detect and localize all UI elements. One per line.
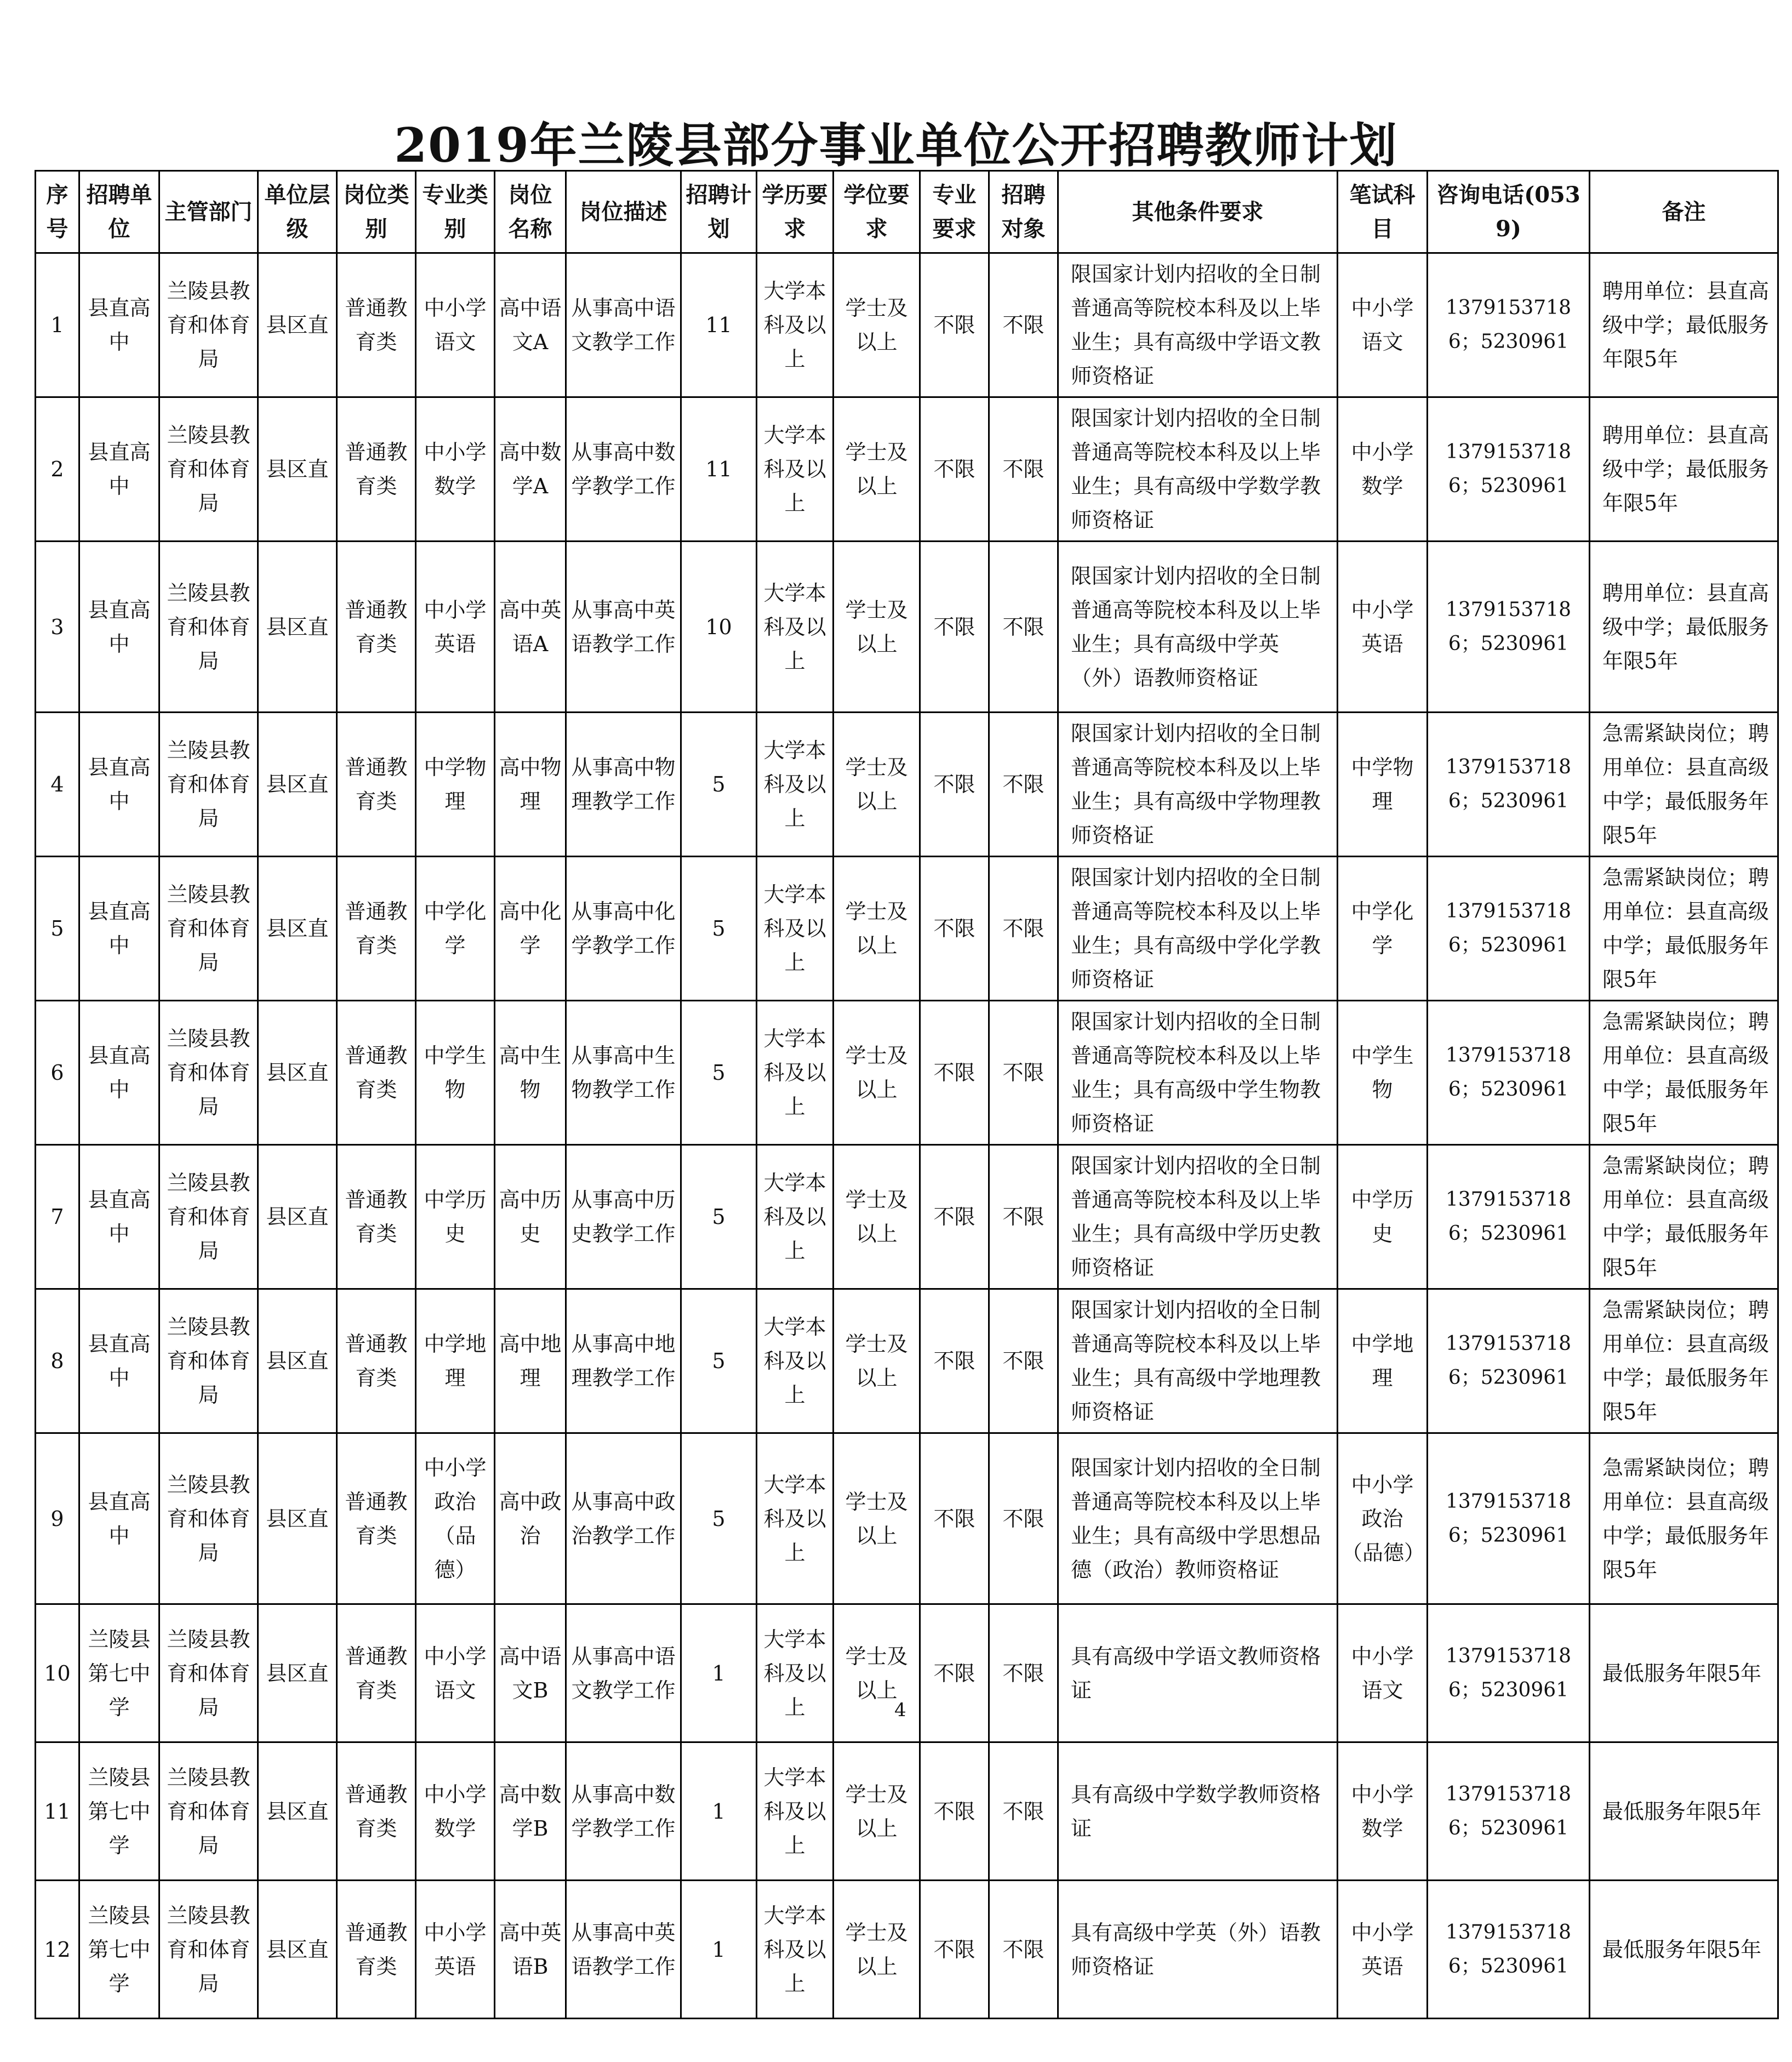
hiring-unit-cell: 县直高中 bbox=[79, 713, 159, 857]
table-row bbox=[36, 1289, 1778, 1433]
department-cell: 兰陵县教育和体育局 bbox=[159, 1145, 258, 1289]
remarks-cell: 急需紧缺岗位；聘用单位：县直高级中学；最低服务年限5年 bbox=[1590, 1433, 1778, 1604]
department-cell: 兰陵县教育和体育局 bbox=[159, 1881, 258, 2019]
post-category-cell: 普通教育类 bbox=[337, 1604, 416, 1742]
table-body bbox=[36, 253, 1778, 2019]
degree-requirement-cell: 学士及以上 bbox=[834, 1289, 920, 1433]
target-applicants-cell: 不限 bbox=[989, 1001, 1058, 1145]
remarks-cell: 聘用单位：县直高级中学；最低服务年限5年 bbox=[1590, 542, 1778, 713]
exam-subject-cell: 中学化学 bbox=[1338, 857, 1428, 1001]
post-name-cell: 高中数学B bbox=[495, 1742, 566, 1881]
remarks-cell: 最低服务年限5年 bbox=[1590, 1604, 1778, 1742]
hiring-unit-cell: 县直高中 bbox=[79, 857, 159, 1001]
department-cell: 兰陵县教育和体育局 bbox=[159, 253, 258, 397]
post-name-cell: 高中语文A bbox=[495, 253, 566, 397]
unit-level-cell: 县区直 bbox=[258, 1001, 337, 1145]
major-category-cell: 中小学政治（品德） bbox=[416, 1433, 495, 1604]
table-row bbox=[36, 1604, 1778, 1742]
exam-subject-cell: 中小学数学 bbox=[1338, 1742, 1428, 1881]
row-number-cell: 4 bbox=[36, 713, 79, 857]
unit-level-cell: 县区直 bbox=[258, 253, 337, 397]
hiring-unit-cell: 兰陵县第七中学 bbox=[79, 1604, 159, 1742]
post-category-cell: 普通教育类 bbox=[337, 713, 416, 857]
hiring-unit-cell: 县直高中 bbox=[79, 1433, 159, 1604]
major-requirement-cell: 不限 bbox=[920, 857, 989, 1001]
department-cell: 兰陵县教育和体育局 bbox=[159, 713, 258, 857]
contact-phone-cell: 13791537186；5230961 bbox=[1428, 1433, 1590, 1604]
other-requirements-cell: 限国家计划内招收的全日制普通高等院校本科及以上毕业生；具有高级中学思想品德（政治）教师资格证 bbox=[1058, 1433, 1338, 1604]
degree-requirement-cell: 学士及以上 bbox=[834, 713, 920, 857]
department-cell: 兰陵县教育和体育局 bbox=[159, 1001, 258, 1145]
major-requirement-cell: 不限 bbox=[920, 1001, 989, 1145]
table-row bbox=[36, 1433, 1778, 1604]
post-name-cell: 高中历史 bbox=[495, 1145, 566, 1289]
other-requirements-cell: 限国家计划内招收的全日制普通高等院校本科及以上毕业生；具有高级中学数学教师资格证 bbox=[1058, 397, 1338, 542]
table-row bbox=[36, 1001, 1778, 1145]
row-number-cell: 12 bbox=[36, 1881, 79, 2019]
post-description-cell: 从事高中物理教学工作 bbox=[566, 713, 681, 857]
hiring-unit-cell: 县直高中 bbox=[79, 1289, 159, 1433]
post-category-cell: 普通教育类 bbox=[337, 1145, 416, 1289]
post-description-cell: 从事高中英语教学工作 bbox=[566, 1881, 681, 2019]
target-applicants-cell: 不限 bbox=[989, 253, 1058, 397]
education-requirement-cell: 大学本科及以上 bbox=[757, 397, 834, 542]
recruitment-table bbox=[35, 170, 1779, 2019]
education-requirement-cell: 大学本科及以上 bbox=[757, 542, 834, 713]
column-header: 单位层级 bbox=[258, 171, 337, 253]
education-requirement-cell: 大学本科及以上 bbox=[757, 1433, 834, 1604]
post-description-cell: 从事高中历史教学工作 bbox=[566, 1145, 681, 1289]
other-requirements-cell: 具有高级中学英（外）语教师资格证 bbox=[1058, 1881, 1338, 2019]
major-requirement-cell: 不限 bbox=[920, 1881, 989, 2019]
hiring-quota-cell: 1 bbox=[681, 1604, 757, 1742]
row-number-cell: 5 bbox=[36, 857, 79, 1001]
contact-phone-cell: 13791537186；5230961 bbox=[1428, 1289, 1590, 1433]
exam-subject-cell: 中小学数学 bbox=[1338, 397, 1428, 542]
major-category-cell: 中学生物 bbox=[416, 1001, 495, 1145]
post-name-cell: 高中生物 bbox=[495, 1001, 566, 1145]
page-title: 2019年兰陵县部分事业单位公开招聘教师计划 bbox=[394, 118, 1398, 173]
other-requirements-cell: 限国家计划内招收的全日制普通高等院校本科及以上毕业生；具有高级中学英（外）语教师资格证 bbox=[1058, 542, 1338, 713]
hiring-quota-cell: 11 bbox=[681, 253, 757, 397]
hiring-unit-cell: 县直高中 bbox=[79, 397, 159, 542]
target-applicants-cell: 不限 bbox=[989, 1145, 1058, 1289]
post-description-cell: 从事高中生物教学工作 bbox=[566, 1001, 681, 1145]
post-description-cell: 从事高中语文教学工作 bbox=[566, 253, 681, 397]
unit-level-cell: 县区直 bbox=[258, 1604, 337, 1742]
column-header: 笔试科目 bbox=[1338, 171, 1428, 253]
hiring-quota-cell: 5 bbox=[681, 1433, 757, 1604]
contact-phone-cell: 13791537186；5230961 bbox=[1428, 1001, 1590, 1145]
post-category-cell: 普通教育类 bbox=[337, 1289, 416, 1433]
post-category-cell: 普通教育类 bbox=[337, 1433, 416, 1604]
row-number-cell: 3 bbox=[36, 542, 79, 713]
unit-level-cell: 县区直 bbox=[258, 397, 337, 542]
contact-phone-cell: 13791537186；5230961 bbox=[1428, 397, 1590, 542]
column-header: 其他条件要求 bbox=[1058, 171, 1338, 253]
contact-phone-cell: 13791537186；5230961 bbox=[1428, 542, 1590, 713]
column-header: 备注 bbox=[1590, 171, 1778, 253]
column-header: 咨询电话(0539) bbox=[1428, 171, 1590, 253]
post-category-cell: 普通教育类 bbox=[337, 397, 416, 542]
degree-requirement-cell: 学士及以上 bbox=[834, 542, 920, 713]
other-requirements-cell: 限国家计划内招收的全日制普通高等院校本科及以上毕业生；具有高级中学化学教师资格证 bbox=[1058, 857, 1338, 1001]
education-requirement-cell: 大学本科及以上 bbox=[757, 1604, 834, 1742]
row-number-cell: 2 bbox=[36, 397, 79, 542]
remarks-cell: 急需紧缺岗位；聘用单位：县直高级中学；最低服务年限5年 bbox=[1590, 1289, 1778, 1433]
hiring-quota-cell: 5 bbox=[681, 713, 757, 857]
table-row bbox=[36, 713, 1778, 857]
post-description-cell: 从事高中语文教学工作 bbox=[566, 1604, 681, 1742]
exam-subject-cell: 中学物理 bbox=[1338, 713, 1428, 857]
remarks-cell: 急需紧缺岗位；聘用单位：县直高级中学；最低服务年限5年 bbox=[1590, 1001, 1778, 1145]
post-category-cell: 普通教育类 bbox=[337, 1742, 416, 1881]
table-row bbox=[36, 542, 1778, 713]
target-applicants-cell: 不限 bbox=[989, 1289, 1058, 1433]
department-cell: 兰陵县教育和体育局 bbox=[159, 1604, 258, 1742]
unit-level-cell: 县区直 bbox=[258, 1145, 337, 1289]
exam-subject-cell: 中小学英语 bbox=[1338, 542, 1428, 713]
hiring-quota-cell: 1 bbox=[681, 1742, 757, 1881]
remarks-cell: 最低服务年限5年 bbox=[1590, 1742, 1778, 1881]
major-category-cell: 中学地理 bbox=[416, 1289, 495, 1433]
degree-requirement-cell: 学士及以上 bbox=[834, 1742, 920, 1881]
major-requirement-cell: 不限 bbox=[920, 1289, 989, 1433]
column-header: 主管部门 bbox=[159, 171, 258, 253]
post-category-cell: 普通教育类 bbox=[337, 542, 416, 713]
major-category-cell: 中小学英语 bbox=[416, 1881, 495, 2019]
row-number-cell: 6 bbox=[36, 1001, 79, 1145]
column-header: 招聘单位 bbox=[79, 171, 159, 253]
target-applicants-cell: 不限 bbox=[989, 1881, 1058, 2019]
column-header: 岗位描述 bbox=[566, 171, 681, 253]
contact-phone-cell: 13791537186；5230961 bbox=[1428, 253, 1590, 397]
department-cell: 兰陵县教育和体育局 bbox=[159, 397, 258, 542]
post-description-cell: 从事高中政治教学工作 bbox=[566, 1433, 681, 1604]
other-requirements-cell: 限国家计划内招收的全日制普通高等院校本科及以上毕业生；具有高级中学生物教师资格证 bbox=[1058, 1001, 1338, 1145]
degree-requirement-cell: 学士及以上 bbox=[834, 1604, 920, 1742]
remarks-cell: 急需紧缺岗位；聘用单位：县直高级中学；最低服务年限5年 bbox=[1590, 857, 1778, 1001]
hiring-quota-cell: 5 bbox=[681, 857, 757, 1001]
post-name-cell: 高中语文B bbox=[495, 1604, 566, 1742]
row-number-cell: 1 bbox=[36, 253, 79, 397]
major-category-cell: 中小学语文 bbox=[416, 1604, 495, 1742]
row-number-cell: 11 bbox=[36, 1742, 79, 1881]
education-requirement-cell: 大学本科及以上 bbox=[757, 1289, 834, 1433]
unit-level-cell: 县区直 bbox=[258, 1881, 337, 2019]
column-header: 学位要求 bbox=[834, 171, 920, 253]
major-category-cell: 中小学数学 bbox=[416, 397, 495, 542]
post-description-cell: 从事高中数学教学工作 bbox=[566, 1742, 681, 1881]
other-requirements-cell: 限国家计划内招收的全日制普通高等院校本科及以上毕业生；具有高级中学历史教师资格证 bbox=[1058, 1145, 1338, 1289]
column-header: 招聘计划 bbox=[681, 171, 757, 253]
hiring-quota-cell: 5 bbox=[681, 1289, 757, 1433]
post-category-cell: 普通教育类 bbox=[337, 253, 416, 397]
remarks-cell: 聘用单位：县直高级中学；最低服务年限5年 bbox=[1590, 397, 1778, 542]
post-category-cell: 普通教育类 bbox=[337, 1881, 416, 2019]
education-requirement-cell: 大学本科及以上 bbox=[757, 713, 834, 857]
hiring-unit-cell: 兰陵县第七中学 bbox=[79, 1742, 159, 1881]
hiring-unit-cell: 县直高中 bbox=[79, 1001, 159, 1145]
major-category-cell: 中小学英语 bbox=[416, 542, 495, 713]
department-cell: 兰陵县教育和体育局 bbox=[159, 1433, 258, 1604]
hiring-unit-cell: 县直高中 bbox=[79, 542, 159, 713]
other-requirements-cell: 具有高级中学语文教师资格证 bbox=[1058, 1604, 1338, 1742]
department-cell: 兰陵县教育和体育局 bbox=[159, 1742, 258, 1881]
education-requirement-cell: 大学本科及以上 bbox=[757, 1001, 834, 1145]
exam-subject-cell: 中小学语文 bbox=[1338, 1604, 1428, 1742]
page-number: 4 bbox=[894, 1699, 906, 1721]
major-category-cell: 中小学语文 bbox=[416, 253, 495, 397]
department-cell: 兰陵县教育和体育局 bbox=[159, 542, 258, 713]
exam-subject-cell: 中小学语文 bbox=[1338, 253, 1428, 397]
education-requirement-cell: 大学本科及以上 bbox=[757, 857, 834, 1001]
target-applicants-cell: 不限 bbox=[989, 1433, 1058, 1604]
column-header: 岗位名称 bbox=[495, 171, 566, 253]
header-row bbox=[36, 171, 1778, 253]
table-row bbox=[36, 1881, 1778, 2019]
row-number-cell: 8 bbox=[36, 1289, 79, 1433]
exam-subject-cell: 中学地理 bbox=[1338, 1289, 1428, 1433]
major-category-cell: 中小学数学 bbox=[416, 1742, 495, 1881]
degree-requirement-cell: 学士及以上 bbox=[834, 857, 920, 1001]
table-row bbox=[36, 397, 1778, 542]
contact-phone-cell: 13791537186；5230961 bbox=[1428, 1604, 1590, 1742]
major-requirement-cell: 不限 bbox=[920, 253, 989, 397]
exam-subject-cell: 中学历史 bbox=[1338, 1145, 1428, 1289]
target-applicants-cell: 不限 bbox=[989, 857, 1058, 1001]
major-category-cell: 中学物理 bbox=[416, 713, 495, 857]
post-category-cell: 普通教育类 bbox=[337, 1001, 416, 1145]
education-requirement-cell: 大学本科及以上 bbox=[757, 253, 834, 397]
column-header: 岗位类别 bbox=[337, 171, 416, 253]
degree-requirement-cell: 学士及以上 bbox=[834, 1881, 920, 2019]
other-requirements-cell: 限国家计划内招收的全日制普通高等院校本科及以上毕业生；具有高级中学语文教师资格证 bbox=[1058, 253, 1338, 397]
hiring-unit-cell: 兰陵县第七中学 bbox=[79, 1881, 159, 2019]
table-row bbox=[36, 1742, 1778, 1881]
remarks-cell: 急需紧缺岗位；聘用单位：县直高级中学；最低服务年限5年 bbox=[1590, 1145, 1778, 1289]
unit-level-cell: 县区直 bbox=[258, 542, 337, 713]
unit-level-cell: 县区直 bbox=[258, 713, 337, 857]
post-name-cell: 高中地理 bbox=[495, 1289, 566, 1433]
column-header: 专业要求 bbox=[920, 171, 989, 253]
column-header: 专业类别 bbox=[416, 171, 495, 253]
contact-phone-cell: 13791537186；5230961 bbox=[1428, 857, 1590, 1001]
row-number-cell: 9 bbox=[36, 1433, 79, 1604]
degree-requirement-cell: 学士及以上 bbox=[834, 1433, 920, 1604]
unit-level-cell: 县区直 bbox=[258, 1742, 337, 1881]
post-name-cell: 高中英语A bbox=[495, 542, 566, 713]
post-name-cell: 高中数学A bbox=[495, 397, 566, 542]
target-applicants-cell: 不限 bbox=[989, 713, 1058, 857]
department-cell: 兰陵县教育和体育局 bbox=[159, 857, 258, 1001]
other-requirements-cell: 限国家计划内招收的全日制普通高等院校本科及以上毕业生；具有高级中学地理教师资格证 bbox=[1058, 1289, 1338, 1433]
unit-level-cell: 县区直 bbox=[258, 1433, 337, 1604]
department-cell: 兰陵县教育和体育局 bbox=[159, 1289, 258, 1433]
major-requirement-cell: 不限 bbox=[920, 397, 989, 542]
remarks-cell: 最低服务年限5年 bbox=[1590, 1881, 1778, 2019]
major-requirement-cell: 不限 bbox=[920, 1742, 989, 1881]
degree-requirement-cell: 学士及以上 bbox=[834, 253, 920, 397]
target-applicants-cell: 不限 bbox=[989, 542, 1058, 713]
major-category-cell: 中学化学 bbox=[416, 857, 495, 1001]
education-requirement-cell: 大学本科及以上 bbox=[757, 1742, 834, 1881]
hiring-quota-cell: 1 bbox=[681, 1881, 757, 2019]
column-header: 招聘对象 bbox=[989, 171, 1058, 253]
table-row bbox=[36, 857, 1778, 1001]
hiring-quota-cell: 11 bbox=[681, 397, 757, 542]
degree-requirement-cell: 学士及以上 bbox=[834, 1001, 920, 1145]
contact-phone-cell: 13791537186；5230961 bbox=[1428, 1145, 1590, 1289]
major-requirement-cell: 不限 bbox=[920, 1604, 989, 1742]
hiring-quota-cell: 5 bbox=[681, 1001, 757, 1145]
post-name-cell: 高中政治 bbox=[495, 1433, 566, 1604]
major-requirement-cell: 不限 bbox=[920, 1145, 989, 1289]
major-requirement-cell: 不限 bbox=[920, 713, 989, 857]
unit-level-cell: 县区直 bbox=[258, 1289, 337, 1433]
remarks-cell: 急需紧缺岗位；聘用单位：县直高级中学；最低服务年限5年 bbox=[1590, 713, 1778, 857]
column-header: 序号 bbox=[36, 171, 79, 253]
hiring-unit-cell: 县直高中 bbox=[79, 1145, 159, 1289]
exam-subject-cell: 中小学政治（品德） bbox=[1338, 1433, 1428, 1604]
column-header: 学历要求 bbox=[757, 171, 834, 253]
target-applicants-cell: 不限 bbox=[989, 1742, 1058, 1881]
hiring-quota-cell: 10 bbox=[681, 542, 757, 713]
table-row bbox=[36, 253, 1778, 397]
unit-level-cell: 县区直 bbox=[258, 857, 337, 1001]
major-requirement-cell: 不限 bbox=[920, 1433, 989, 1604]
degree-requirement-cell: 学士及以上 bbox=[834, 397, 920, 542]
hiring-unit-cell: 县直高中 bbox=[79, 253, 159, 397]
post-name-cell: 高中化学 bbox=[495, 857, 566, 1001]
education-requirement-cell: 大学本科及以上 bbox=[757, 1881, 834, 2019]
row-number-cell: 10 bbox=[36, 1604, 79, 1742]
education-requirement-cell: 大学本科及以上 bbox=[757, 1145, 834, 1289]
target-applicants-cell: 不限 bbox=[989, 1604, 1058, 1742]
other-requirements-cell: 限国家计划内招收的全日制普通高等院校本科及以上毕业生；具有高级中学物理教师资格证 bbox=[1058, 713, 1338, 857]
degree-requirement-cell: 学士及以上 bbox=[834, 1145, 920, 1289]
major-category-cell: 中学历史 bbox=[416, 1145, 495, 1289]
post-description-cell: 从事高中数学教学工作 bbox=[566, 397, 681, 542]
post-name-cell: 高中英语B bbox=[495, 1881, 566, 2019]
exam-subject-cell: 中小学英语 bbox=[1338, 1881, 1428, 2019]
row-number-cell: 7 bbox=[36, 1145, 79, 1289]
other-requirements-cell: 具有高级中学数学教师资格证 bbox=[1058, 1742, 1338, 1881]
post-description-cell: 从事高中地理教学工作 bbox=[566, 1289, 681, 1433]
major-requirement-cell: 不限 bbox=[920, 542, 989, 713]
post-description-cell: 从事高中化学教学工作 bbox=[566, 857, 681, 1001]
post-name-cell: 高中物理 bbox=[495, 713, 566, 857]
remarks-cell: 聘用单位：县直高级中学；最低服务年限5年 bbox=[1590, 253, 1778, 397]
contact-phone-cell: 13791537186；5230961 bbox=[1428, 713, 1590, 857]
target-applicants-cell: 不限 bbox=[989, 397, 1058, 542]
post-description-cell: 从事高中英语教学工作 bbox=[566, 542, 681, 713]
table-row bbox=[36, 1145, 1778, 1289]
contact-phone-cell: 13791537186；5230961 bbox=[1428, 1742, 1590, 1881]
exam-subject-cell: 中学生物 bbox=[1338, 1001, 1428, 1145]
post-category-cell: 普通教育类 bbox=[337, 857, 416, 1001]
hiring-quota-cell: 5 bbox=[681, 1145, 757, 1289]
contact-phone-cell: 13791537186；5230961 bbox=[1428, 1881, 1590, 2019]
